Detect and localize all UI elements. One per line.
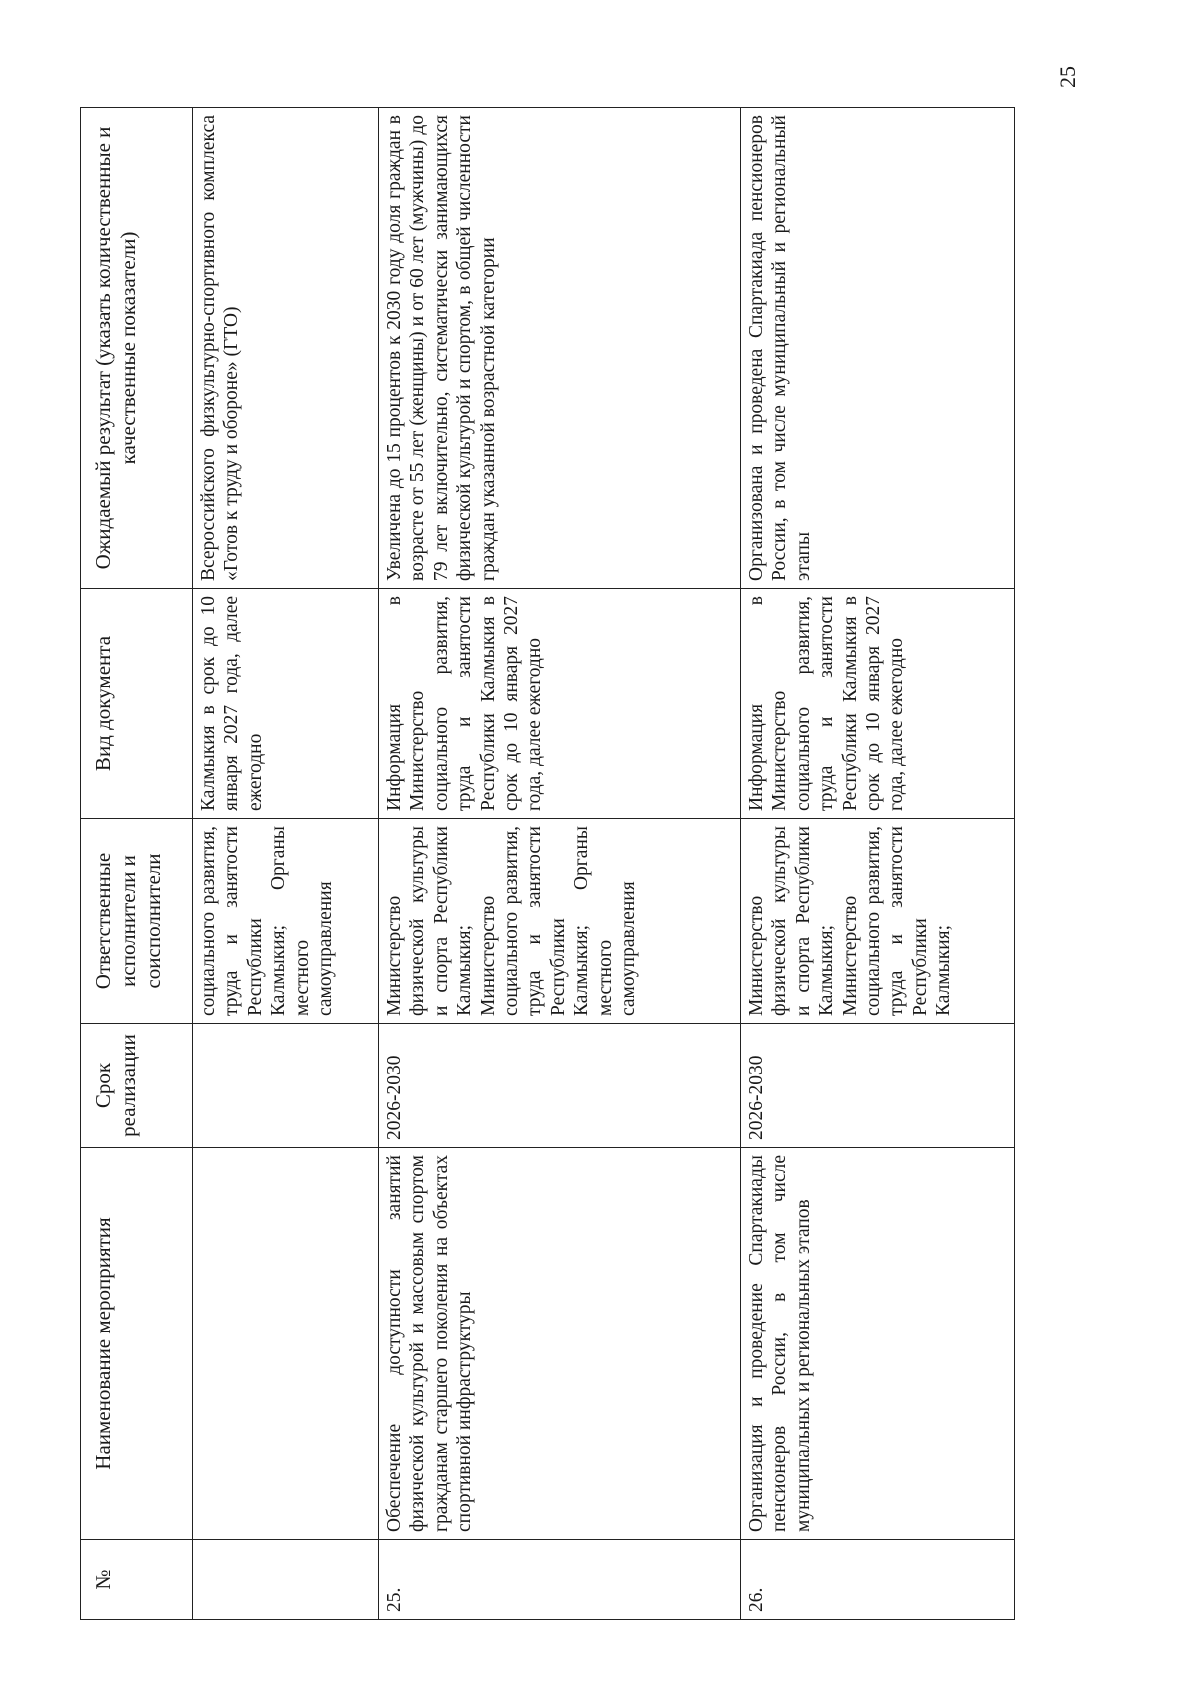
header-num: № <box>81 1540 193 1620</box>
header-result: Ожидаемый результат (указать количественные и качественные показатели) <box>81 108 193 589</box>
table-row <box>193 108 379 1620</box>
header-responsible: Ответственные исполнители и соисполнители <box>81 819 193 1024</box>
page-number: 25 <box>1055 66 1080 88</box>
cell-term: 2026-2030 <box>741 1024 1015 1148</box>
cell-responsible: Министерство физической культуры и спорта Республики Калмыкия; Министерство социального развития, труда и занятости Республики Калмыкия; Органы местного самоуправления <box>379 819 741 1024</box>
header-document: Вид документа <box>81 589 193 819</box>
cell-result: Увеличена до 15 процентов к 2030 году доля граждан в возрасте от 55 лет (женщины) и от 60 лет (мужчины) до 79 лет включительно, систематически занимающихся физической культурой и спортом, в общей численности граждан указанной возрастной категории <box>379 108 741 589</box>
cell-responsible: социального развития, труда и занятости Республики Калмыкия; Органы местного самоуправления <box>193 819 379 1024</box>
cell-term <box>193 1024 379 1148</box>
action-plan-table <box>80 107 1015 1620</box>
table-row <box>741 108 1015 1620</box>
cell-result: Организована и проведена Спартакиада пенсионеров России, в том числе муниципальный и региональный этапы <box>741 108 1015 589</box>
cell-num: 25. <box>379 1540 741 1620</box>
header-term: Срок реализации <box>81 1024 193 1148</box>
cell-name: Обеспечение доступности занятий физической культурой и массовым спортом гражданам старшего поколения на объектах спортивной инфраструктуры <box>379 1148 741 1540</box>
table-header-row <box>81 108 193 1620</box>
cell-responsible: Министерство физической культуры и спорта Республики Калмыкия; Министерство социального развития, труда и занятости Республики Калмыкия; <box>741 819 1015 1024</box>
cell-num: 26. <box>741 1540 1015 1620</box>
cell-document: Информация в Министерство социального развития, труда и занятости Республики Калмыкия в срок до 10 января 2027 года, далее ежегодно <box>379 589 741 819</box>
cell-document: Калмыкия в срок до 10 января 2027 года, далее ежегодно <box>193 589 379 819</box>
cell-name <box>193 1148 379 1540</box>
cell-term: 2026-2030 <box>379 1024 741 1148</box>
cell-document: Информация в Министерство социального развития, труда и занятости Республики Калмыкия в срок до 10 января 2027 года, далее ежегодно <box>741 589 1015 819</box>
table-row <box>379 108 741 1620</box>
cell-num <box>193 1540 379 1620</box>
header-name: Наименование мероприятия <box>81 1148 193 1540</box>
rotated-table-wrapper <box>80 108 1200 1620</box>
cell-name: Организация и проведение Спартакиады пенсионеров России, в том числе муниципальных и региональных этапов <box>741 1148 1015 1540</box>
cell-result: Всероссийского физкультурно-спортивного комплекса «Готов к труду и обороне» (ГТО) <box>193 108 379 589</box>
